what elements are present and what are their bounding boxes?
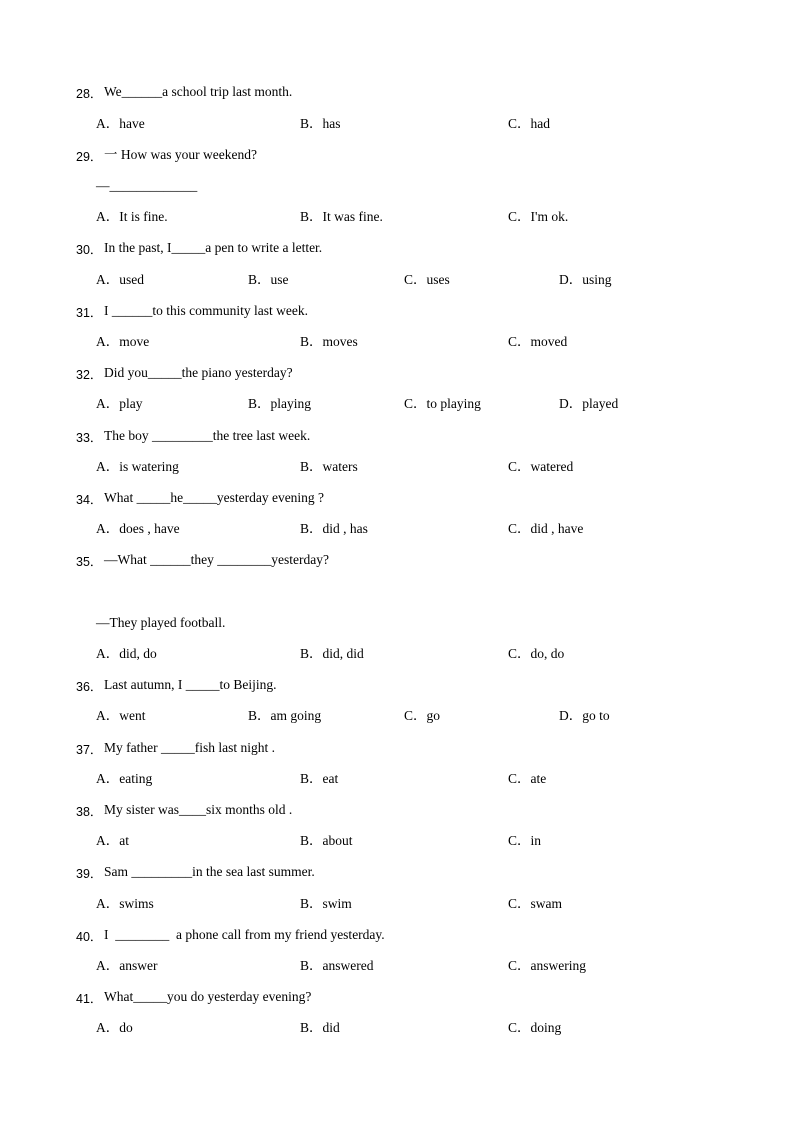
option-letter: B． [248,396,271,411]
question-number: 33． [76,431,103,445]
option-text: doing [530,1020,562,1035]
answer-option[interactable] [559,708,610,724]
option-letter: B． [300,116,323,131]
answer-option[interactable] [559,396,618,412]
question-text: The boy _________the tree last week. [104,428,311,443]
answer-option[interactable] [96,396,143,412]
option-letter: C． [508,646,531,661]
answer-option[interactable] [508,646,564,662]
question-text: I ______to this community last week. [104,303,308,318]
option-letter: A． [96,1020,120,1035]
option-text: answered [322,958,374,973]
option-text: go to [582,708,610,723]
option-letter: B． [300,896,323,911]
question-number: 41． [76,992,103,1006]
answer-option[interactable] [404,272,450,288]
option-text: went [119,708,146,723]
option-text: have [119,116,145,131]
answer-option[interactable] [96,334,149,350]
option-letter: C． [404,272,427,287]
question-number: 37． [76,743,103,757]
option-text: swim [322,896,352,911]
option-text: play [119,396,143,411]
answer-option[interactable] [96,646,157,662]
answer-option[interactable] [300,116,341,132]
option-letter: B． [300,958,323,973]
option-letter: C． [508,833,531,848]
option-text: played [582,396,619,411]
dialogue-line: —They played football. [96,615,226,630]
option-text: swims [119,896,154,911]
answer-option[interactable] [508,896,562,912]
answer-option[interactable] [300,334,358,350]
question-text: —What ______they ________yesterday? [104,552,329,567]
option-text: am going [270,708,322,723]
option-text: do [119,1020,133,1035]
option-letter: B． [300,334,323,349]
question-number: 39． [76,867,103,881]
option-text: ate [530,771,547,786]
question-number: 36． [76,680,103,694]
option-letter: A． [96,958,120,973]
answer-option[interactable] [508,958,586,974]
question-number: 31． [76,306,103,320]
answer-option[interactable] [508,459,573,475]
option-text: watered [530,459,574,474]
option-letter: B． [248,272,271,287]
option-letter: B． [300,833,323,848]
answer-option[interactable] [300,896,352,912]
option-text: moved [530,334,568,349]
answer-option[interactable] [300,958,374,974]
option-letter: D． [559,396,583,411]
answer-option[interactable] [96,708,146,724]
question-number: 28． [76,87,103,101]
option-text: at [119,833,129,848]
question-number: 35． [76,555,103,569]
option-text: move [119,334,150,349]
question-number: 34． [76,493,103,507]
option-text: did [322,1020,340,1035]
option-text: answering [530,958,586,973]
question-text: 一 How was your weekend? [104,147,257,162]
option-letter: C． [508,958,531,973]
answer-option[interactable] [559,272,612,288]
answer-option[interactable] [96,521,180,537]
option-text: swam [530,896,563,911]
option-text: It is fine. [119,209,168,224]
dialogue-line: —_____________ [96,178,198,193]
answer-option[interactable] [404,708,440,724]
option-letter: A． [96,833,120,848]
answer-option[interactable] [96,1020,133,1036]
answer-option[interactable] [508,771,546,787]
option-letter: C． [508,459,531,474]
option-letter: C． [508,1020,531,1035]
answer-option[interactable] [96,896,154,912]
option-text: moves [322,334,358,349]
answer-option[interactable] [508,521,583,537]
answer-option[interactable] [508,116,550,132]
option-letter: C． [404,708,427,723]
option-text: in [530,833,542,848]
question-number: 30． [76,243,103,257]
option-letter: A． [96,334,120,349]
option-letter: C． [508,334,531,349]
answer-option[interactable] [96,209,168,225]
answer-option[interactable] [96,833,129,849]
question-text: In the past, I_____a pen to write a letter. [104,240,323,255]
option-letter: A． [96,771,120,786]
option-letter: A． [96,209,120,224]
answer-option[interactable] [300,1020,340,1036]
answer-option[interactable] [96,459,179,475]
question-text: Sam _________in the sea last summer. [104,864,315,879]
option-text: to playing [426,396,481,411]
option-letter: A． [96,646,120,661]
option-text: did , have [530,521,584,536]
option-text: use [270,272,289,287]
option-letter: C． [508,116,531,131]
answer-option[interactable] [248,396,311,412]
answer-option[interactable] [300,771,338,787]
option-text: did, did [322,646,364,661]
option-text: had [530,116,551,131]
option-text: answer [119,958,158,973]
option-text: is watering [119,459,179,474]
option-letter: D． [559,708,583,723]
option-text: playing [270,396,312,411]
option-letter: C． [508,521,531,536]
option-text: does , have [119,521,180,536]
question-text: What _____he_____yesterday evening ? [104,490,325,505]
answer-option[interactable] [96,771,152,787]
answer-option[interactable] [508,833,541,849]
answer-option[interactable] [96,272,144,288]
question-number: 29． [76,150,103,164]
question-text: My father _____fish last night . [104,740,275,755]
question-text: What_____you do yesterday evening? [104,989,312,1004]
answer-option[interactable] [300,459,358,475]
answer-option[interactable] [508,334,567,350]
answer-option[interactable] [96,958,157,974]
option-letter: A． [96,896,120,911]
option-text: do, do [530,646,565,661]
option-letter: A． [96,272,120,287]
option-text: eating [119,771,153,786]
option-text: uses [426,272,450,287]
answer-option[interactable] [248,272,289,288]
option-letter: A． [96,708,120,723]
option-letter: B． [248,708,271,723]
option-text: go [426,708,441,723]
answer-option[interactable] [404,396,481,412]
question-text: I ________ a phone call from my friend yesterday. [104,927,385,942]
option-text: eat [322,771,339,786]
question-number: 32． [76,368,103,382]
option-letter: C． [508,209,531,224]
option-letter: B． [300,1020,323,1035]
option-text: did, do [119,646,157,661]
option-letter: B． [300,209,323,224]
question-text: Last autumn, I _____to Beijing. [104,677,277,692]
answer-option[interactable] [300,833,353,849]
option-letter: C． [404,396,427,411]
option-letter: A． [96,521,120,536]
option-letter: B． [300,459,323,474]
option-text: has [322,116,341,131]
answer-option[interactable] [300,646,364,662]
option-letter: A． [96,459,120,474]
option-letter: C． [508,896,531,911]
answer-option[interactable] [300,521,368,537]
question-text: Did you_____the piano yesterday? [104,365,293,380]
option-text: I'm ok. [530,209,569,224]
option-text: used [119,272,144,287]
question-number: 40． [76,930,103,944]
option-text: using [582,272,612,287]
answer-option[interactable] [508,209,568,225]
option-letter: B． [300,771,323,786]
option-letter: B． [300,646,323,661]
option-letter: A． [96,116,120,131]
option-text: did , has [322,521,368,536]
answer-option[interactable] [248,708,321,724]
question-text: My sister was____six months old . [104,802,293,817]
answer-option[interactable] [508,1020,561,1036]
option-letter: C． [508,771,531,786]
question-text: We______a school trip last month. [104,84,293,99]
option-letter: A． [96,396,120,411]
answer-option[interactable] [300,209,383,225]
answer-option[interactable] [96,116,145,132]
option-text: It was fine. [322,209,383,224]
option-text: about [322,833,353,848]
option-letter: D． [559,272,583,287]
option-letter: B． [300,521,323,536]
question-number: 38． [76,805,103,819]
option-text: waters [322,459,358,474]
